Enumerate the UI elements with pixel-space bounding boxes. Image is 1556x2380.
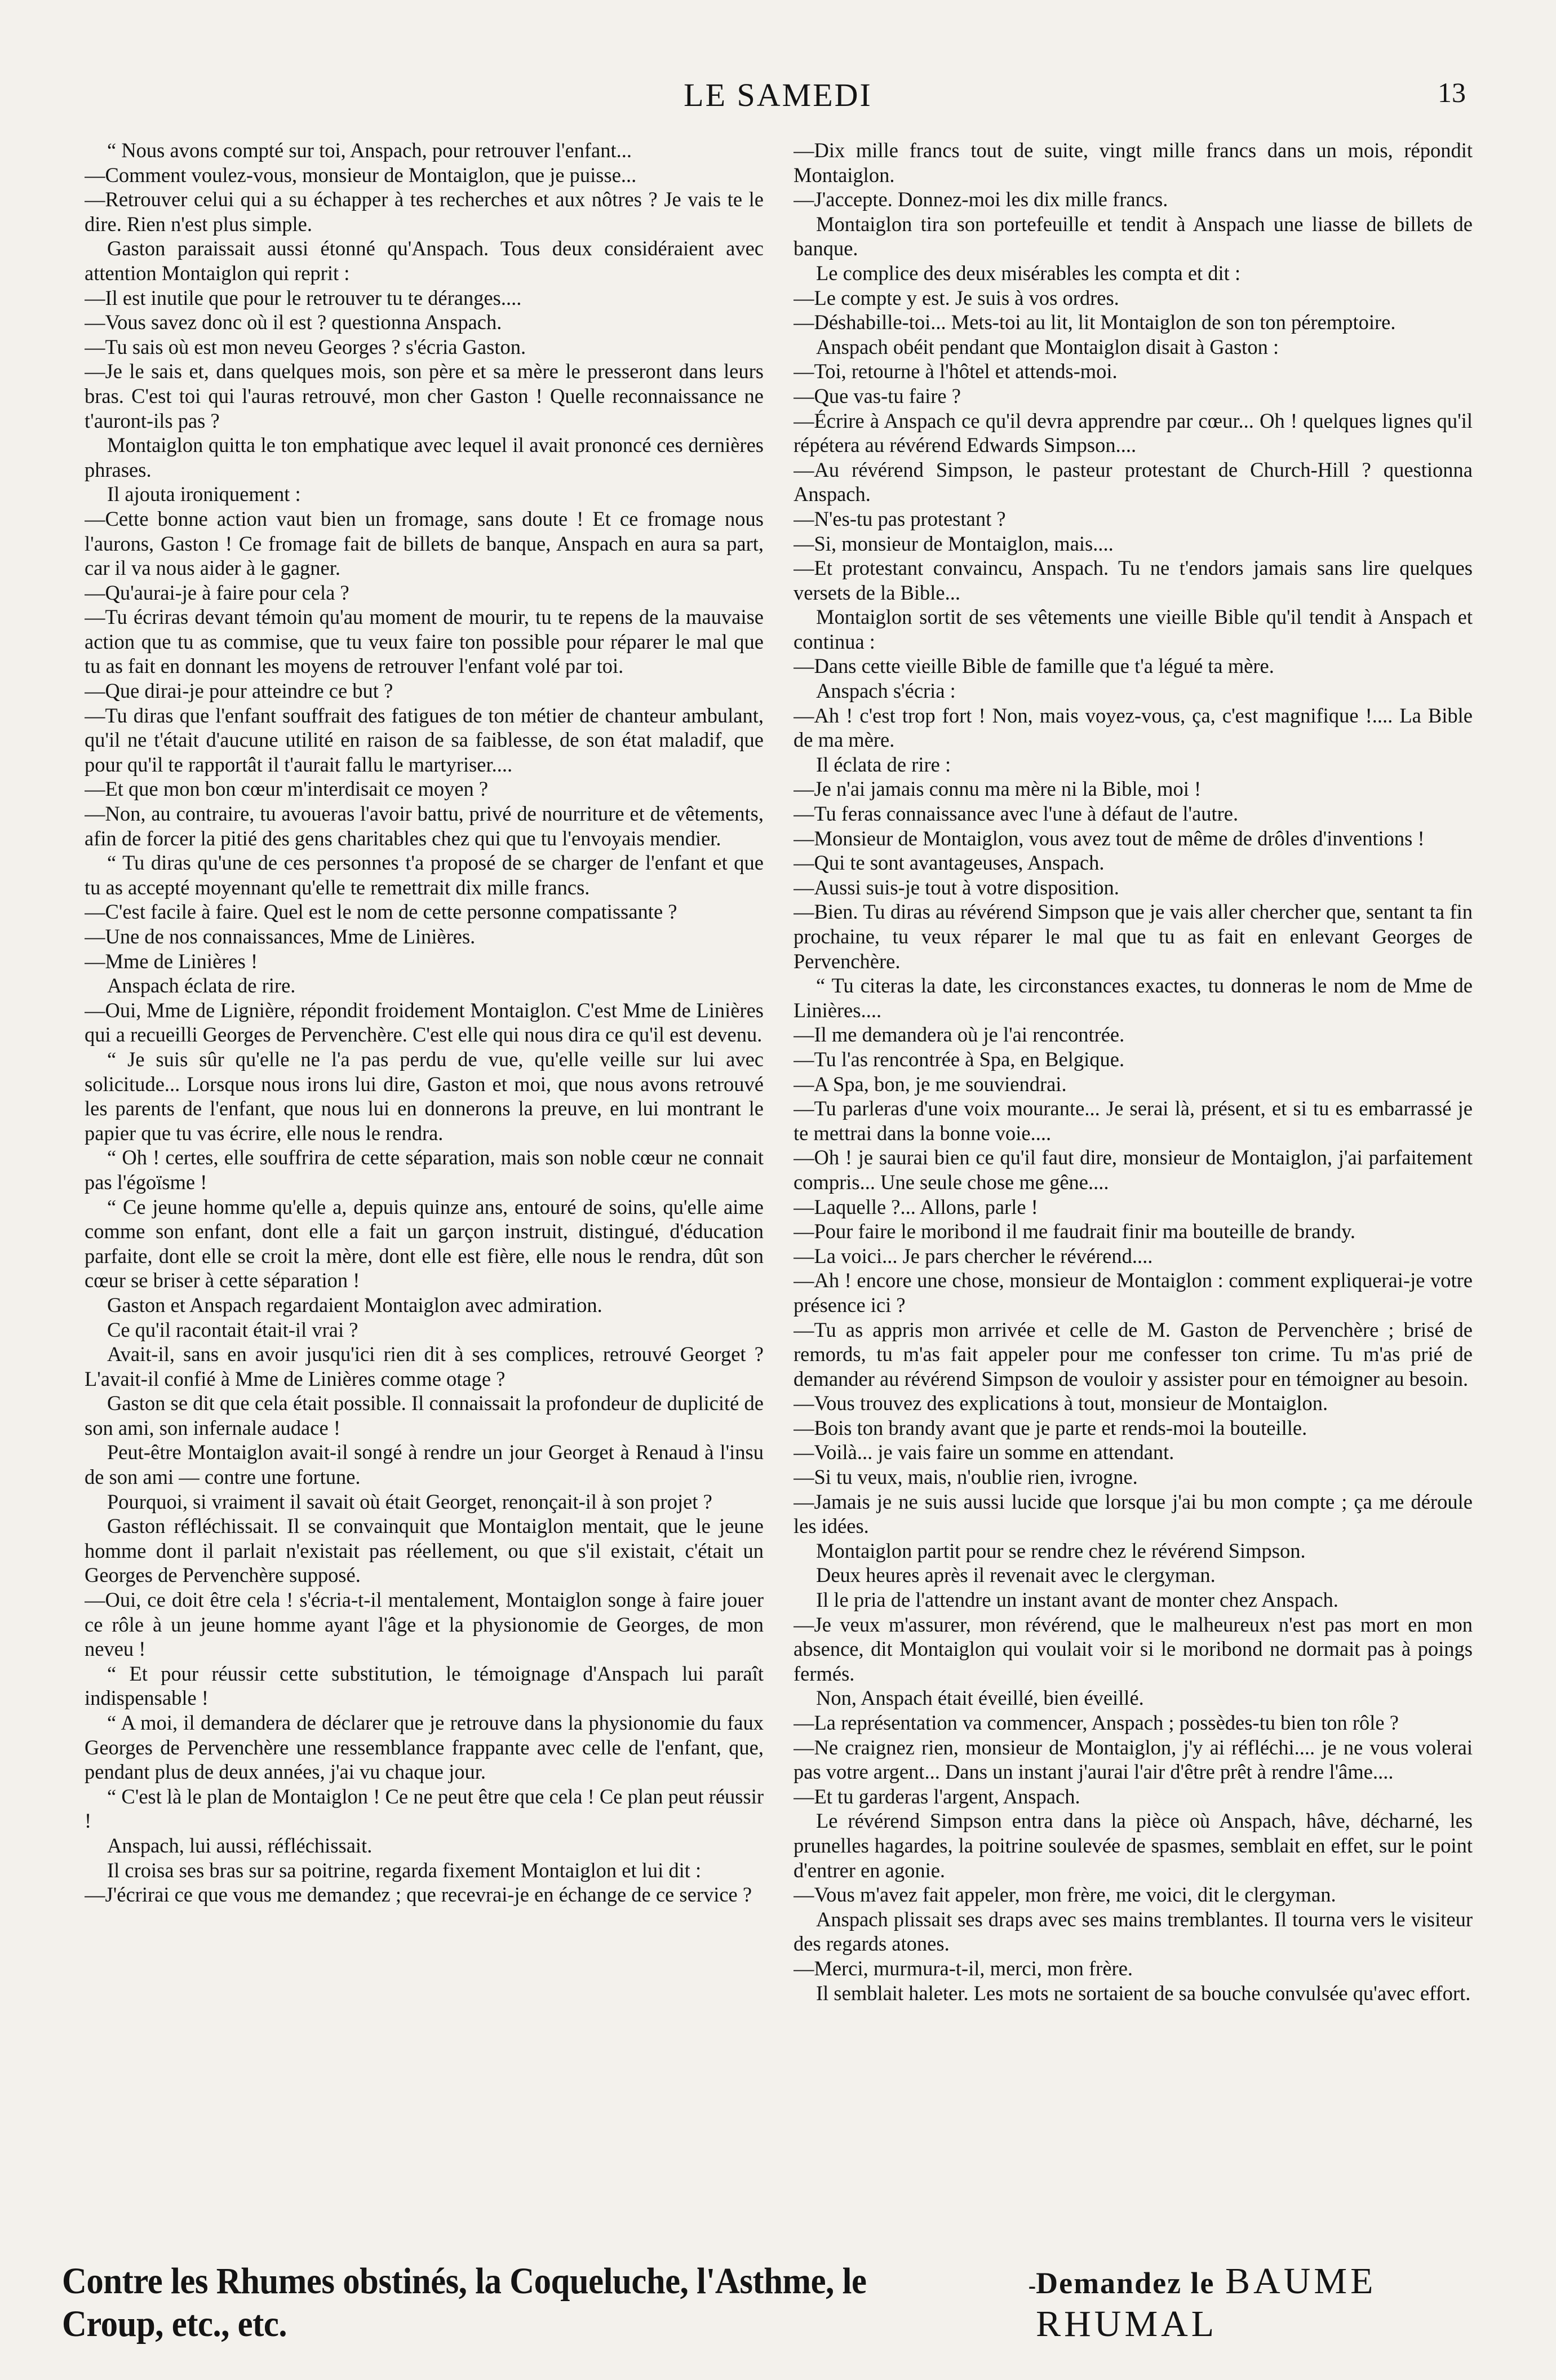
paragraph: Le complice des deux misérables les compta et dit : bbox=[816, 261, 1241, 285]
paragraph: —Tu feras connaissance avec l'une à défaut de l'autre. bbox=[793, 802, 1239, 826]
paragraph: —Si, monsieur de Montaiglon, mais.... bbox=[793, 531, 1114, 555]
paragraph: —Qu'aurai-je à faire pour cela ? bbox=[85, 580, 349, 604]
paragraph: “ Nous avons compté sur toi, Anspach, pour retrouver l'enfant... bbox=[107, 139, 632, 162]
paragraph: Pourquoi, si vraiment il savait où était Georget, renonçait-il à son projet ? bbox=[107, 1490, 712, 1513]
paragraph: Anspach éclata de rire. bbox=[107, 974, 296, 998]
paragraph: Gaston se dit que cela était possible. Il connaissait la profondeur de duplicité de son ami, son infernale audace ! bbox=[85, 1391, 764, 1439]
advert-left-text: Contre les Rhumes obstinés, la Coqueluche, l'Asthme, le Croup, etc., etc. bbox=[62, 2261, 867, 2344]
paragraph: Non, Anspach était éveillé, bien éveillé. bbox=[816, 1686, 1144, 1710]
right-text-column bbox=[793, 138, 1473, 2240]
paragraph: —La représentation va commencer, Anspach ; possèdes-tu bien ton rôle ? bbox=[793, 1711, 1399, 1734]
paragraph: —Une de nos connaissances, Mme de Linières. bbox=[85, 925, 476, 948]
paragraph: —Dans cette vieille Bible de famille que t'a légué ta mère. bbox=[793, 654, 1274, 678]
paragraph: —Tu sais où est mon neveu Georges ? s'écria Gaston. bbox=[85, 335, 526, 358]
paragraph: —Ah ! encore une chose, monsieur de Montaiglon : comment expliquerai-je votre présence ici ? bbox=[793, 1269, 1473, 1317]
paragraph: —Il est inutile que pour le retrouver tu te déranges.... bbox=[85, 286, 522, 309]
paragraph: —N'es-tu pas protestant ? bbox=[793, 507, 1006, 530]
paragraph: —Déshabille-toi... Mets-toi au lit, lit Montaiglon de son ton péremptoire. bbox=[793, 311, 1396, 334]
paragraph: Gaston paraissait aussi étonné qu'Anspach. Tous deux considéraient avec attention Montaiglon qui reprit : bbox=[85, 237, 764, 285]
paragraph: —Tu parleras d'une voix mourante... Je serai là, présent, et si tu es embarrassé je te mettrai dans la bonne voie.... bbox=[793, 1097, 1473, 1145]
paragraph: —Pour faire le moribond il me faudrait finir ma bouteille de brandy. bbox=[793, 1220, 1356, 1243]
paragraph: —Oui, ce doit être cela ! s'écria-t-il mentalement, Montaiglon songe à faire jouer ce rôle à un jeune homme ayant l'âge et la physionomie de Georges, de mon neveu ! bbox=[85, 1588, 764, 1661]
paragraph: Montaiglon quitta le ton emphatique avec lequel il avait prononcé ces dernières phrases. bbox=[85, 433, 764, 481]
paragraph: —Vous savez donc où il est ? questionna Anspach. bbox=[85, 311, 502, 334]
journal-title: LE SAMEDI bbox=[684, 77, 872, 113]
paragraph: Il le pria de l'attendre un instant avant de monter chez Anspach. bbox=[816, 1588, 1338, 1612]
advert-separator: - bbox=[1028, 2273, 1036, 2298]
paragraph: “ Et pour réussir cette substitution, le témoignage d'Anspach lui paraît indispensable ! bbox=[85, 1661, 764, 1710]
advert-right-text bbox=[1036, 2260, 1494, 2346]
paragraph: Gaston réfléchissait. Il se convainquit que Montaiglon mentait, que le jeune homme dont il parlait n'existait pas réellement, ou que s'il existait, c'était un Georges de Pervenchère supposé. bbox=[85, 1514, 764, 1587]
paragraph: —Bien. Tu diras au révérend Simpson que je vais aller chercher que, sentant ta fin prochaine, tu veux réparer le mal que tu as fait en enlevant Georges de Pervenchère. bbox=[793, 900, 1473, 973]
paragraph: Peut-être Montaiglon avait-il songé à rendre un jour Georget à Renaud à l'insu de son ami — contre une fortune. bbox=[85, 1441, 764, 1489]
paragraph: —Jamais je ne suis aussi lucide que lorsque j'ai bu mon compte ; ça me déroule les idées. bbox=[793, 1490, 1473, 1538]
paragraph: —Monsieur de Montaiglon, vous avez tout de même de drôles d'inventions ! bbox=[793, 826, 1425, 850]
paragraph: —Merci, murmura-t-il, merci, mon frère. bbox=[793, 1956, 1133, 1980]
page-number: 13 bbox=[1438, 77, 1466, 108]
paragraph: —Bois ton brandy avant que je parte et rends-moi la bouteille. bbox=[793, 1416, 1307, 1439]
paragraph: —Voilà... je vais faire un somme en attendant. bbox=[793, 1441, 1174, 1464]
advertisement-banner bbox=[62, 2260, 1494, 2344]
paragraph: Il semblait haleter. Les mots ne sortaient de sa bouche convulsée qu'avec effort. bbox=[816, 1981, 1471, 2005]
paragraph: —Oui, Mme de Lignière, répondit froidement Montaiglon. C'est Mme de Linières qui a recueilli Georges de Pervenchère. C'est elle qui nous dira ce qu'il est devenu. bbox=[85, 998, 764, 1047]
paragraph: Anspach obéit pendant que Montaiglon disait à Gaston : bbox=[816, 335, 1279, 358]
paragraph: Anspach s'écria : bbox=[816, 679, 956, 703]
paragraph: “ Je suis sûr qu'elle ne l'a pas perdu de vue, qu'elle veille sur lui avec solicitude... Lorsque nous irons lui dire, Gaston et moi, que nous avons retrouvé les parents de l'enfant, que nous lui en donnerons la preuve, en lui montrant le papier que tu vas écrire, elle nous le rendra. bbox=[85, 1047, 764, 1145]
paragraph: Montaiglon tira son portefeuille et tendit à Anspach une liasse de billets de banque. bbox=[793, 212, 1473, 260]
page-header bbox=[68, 76, 1488, 116]
paragraph: —Le compte y est. Je suis à vos ordres. bbox=[793, 286, 1119, 309]
paragraph: Montaiglon partit pour se rendre chez le révérend Simpson. bbox=[816, 1539, 1306, 1562]
paragraph: “ Tu citeras la date, les circonstances exactes, tu donneras le nom de Mme de Linières.... bbox=[793, 974, 1473, 1022]
paragraph: Deux heures après il revenait avec le clergyman. bbox=[816, 1563, 1216, 1587]
paragraph: —Que vas-tu faire ? bbox=[793, 384, 961, 407]
paragraph: —Ah ! c'est trop fort ! Non, mais voyez-vous, ça, c'est magnifique !.... La Bible de ma mère. bbox=[793, 703, 1473, 752]
paragraph: Montaiglon sortit de ses vêtements une vieille Bible qu'il tendit à Anspach et continua : bbox=[793, 605, 1473, 653]
paragraph: —Je le sais et, dans quelques mois, son père et sa mère le presseront dans leurs bras. C'est toi qui l'auras retrouvé, mon cher Gaston ! Quelle reconnaissance ne t'auront-ils pas ? bbox=[85, 360, 764, 432]
paragraph: Il croisa ses bras sur sa poitrine, regarda fixement Montaiglon et lui dit : bbox=[107, 1858, 702, 1882]
paragraph: —J'écrirai ce que vous me demandez ; que recevrai-je en échange de ce service ? bbox=[85, 1883, 752, 1907]
paragraph: —Laquelle ?... Allons, parle ! bbox=[793, 1195, 1038, 1218]
paragraph: —Tu as appris mon arrivée et celle de M. Gaston de Pervenchère ; brisé de remords, tu m'as fait appeler pour me confesser ton crime. Tu m'as prié de demander au révérend Simpson de vouloir y assister pour en témoigner au besoin. bbox=[793, 1318, 1473, 1390]
paragraph: —Retrouver celui qui a su échapper à tes recherches et aux nôtres ? Je vais te le dire. Rien n'est plus simple. bbox=[85, 188, 764, 236]
paragraph: —Et que mon bon cœur m'interdisait ce moyen ? bbox=[85, 777, 489, 801]
paragraph: —Si tu veux, mais, n'oublie rien, ivrogne. bbox=[793, 1465, 1138, 1489]
paragraph: —Vous trouvez des explications à tout, monsieur de Montaiglon. bbox=[793, 1391, 1328, 1415]
paragraph: —La voici... Je pars chercher le révérend.... bbox=[793, 1244, 1153, 1267]
paragraph: —Tu écriras devant témoin qu'au moment de mourir, tu te repens de la mauvaise action que tu as commise, que tu veux faire ton possible pour réparer le mal que tu as fait en donnant les moyens de retrouver l'enfant volé par toi. bbox=[85, 605, 764, 678]
paragraph: —Non, au contraire, tu avoueras l'avoir battu, privé de nourriture et de vêtements, afin de forcer la pitié des gens charitables chez qui que tu l'envoyais mendier. bbox=[85, 802, 764, 850]
paragraph: —Aussi suis-je tout à votre disposition. bbox=[793, 875, 1119, 899]
paragraph: “ Oh ! certes, elle souffrira de cette séparation, mais son noble cœur ne connait pas l'égoïsme ! bbox=[85, 1146, 764, 1194]
paragraph: —Tu l'as rencontrée à Spa, en Belgique. bbox=[793, 1047, 1125, 1071]
paragraph: —Au révérend Simpson, le pasteur protestant de Church-Hill ? questionna Anspach. bbox=[793, 458, 1473, 506]
paragraph: “ C'est là le plan de Montaiglon ! Ce ne peut être que cela ! Ce plan peut réussir ! bbox=[85, 1784, 764, 1833]
left-text-column bbox=[85, 138, 764, 2240]
paragraph: Le révérend Simpson entra dans la pièce où Anspach, hâve, décharné, les prunelles hagardes, la poitrine soulevée de spasmes, semblait en effet, sur le point d'entrer en agonie. bbox=[793, 1809, 1473, 1882]
advert-brand: BAUME RHUMAL bbox=[1036, 2261, 1377, 2344]
paragraph: Anspach plissait ses draps avec ses mains tremblantes. Il tourna vers le visiteur des regards atones. bbox=[793, 1907, 1473, 1956]
paragraph: —Qui te sont avantageuses, Anspach. bbox=[793, 851, 1105, 875]
paragraph: —Vous m'avez fait appeler, mon frère, me voici, dit le clergyman. bbox=[793, 1883, 1336, 1907]
paragraph: Gaston et Anspach regardaient Montaiglon avec admiration. bbox=[107, 1293, 602, 1317]
paragraph: Avait-il, sans en avoir jusqu'ici rien dit à ses complices, retrouvé Georget ? L'avait-il confié à Mme de Linières comme otage ? bbox=[85, 1342, 764, 1390]
paragraph: Il éclata de rire : bbox=[816, 752, 951, 776]
paragraph: —Je n'ai jamais connu ma mère ni la Bible, moi ! bbox=[793, 777, 1202, 801]
paragraph: Anspach, lui aussi, réfléchissait. bbox=[107, 1833, 373, 1857]
paragraph: Ce qu'il racontait était-il vrai ? bbox=[107, 1318, 358, 1341]
paragraph: —Je veux m'assurer, mon révérend, que le malheureux n'est pas mort en mon absence, dit Montaiglon qui voulait voir si le moribond ne dormait pas à poings fermés. bbox=[793, 1612, 1473, 1685]
paragraph: —Que dirai-je pour atteindre ce but ? bbox=[85, 679, 393, 703]
paragraph: —Dix mille francs tout de suite, vingt mille francs dans un mois, répondit Montaiglon. bbox=[793, 139, 1473, 187]
paragraph: —Cette bonne action vaut bien un fromage, sans doute ! Et ce fromage nous l'aurons, Gaston ! Ce fromage fait de billets de banque, Anspach en aura sa part, car il va nous aider à le gagner. bbox=[85, 507, 764, 580]
paragraph: —Ne craignez rien, monsieur de Montaiglon, j'y ai réfléchi.... je ne vous volerai pas votre argent... Dans un instant j'aurai l'air d'être prêt à rendre l'âme.... bbox=[793, 1735, 1473, 1784]
paragraph: “ Ce jeune homme qu'elle a, depuis quinze ans, entouré de soins, qu'elle aime comme son enfant, dont elle a fait un garçon instruit, distingué, d'éducation parfaite, dont elle se croit la mère, dont elle est fière, elle nous le rendra, dût son cœur se briser à cette séparation ! bbox=[85, 1195, 764, 1292]
paragraph: —Tu diras que l'enfant souffrait des fatigues de ton métier de chanteur ambulant, qu'il ne t'était d'aucune utilité en raison de sa faiblesse, de son état maladif, que pour qu'il te rapportât il t'aurait fallu le martyriser.... bbox=[85, 703, 764, 776]
paragraph: —Et protestant convaincu, Anspach. Tu ne t'endors jamais sans lire quelques versets de la Bible... bbox=[793, 556, 1473, 604]
paragraph: —Toi, retourne à l'hôtel et attends-moi. bbox=[793, 360, 1118, 383]
paragraph: —J'accepte. Donnez-moi les dix mille francs. bbox=[793, 188, 1168, 211]
paragraph: —Oh ! je saurai bien ce qu'il faut dire, monsieur de Montaiglon, j'ai parfaitement compris... Une seule chose me gêne.... bbox=[793, 1146, 1473, 1194]
advert-right-prefix: Demandez le bbox=[1036, 2266, 1215, 2300]
paragraph: —Écrire à Anspach ce qu'il devra apprendre par cœur... Oh ! quelques lignes qu'il répétera au révérend Edwards Simpson.... bbox=[793, 409, 1473, 457]
paragraph: “ Tu diras qu'une de ces personnes t'a proposé de se charger de l'enfant et que tu as accepté moyennant qu'elle te remettrait dix mille francs. bbox=[85, 851, 764, 899]
paragraph: —Il me demandera où je l'ai rencontrée. bbox=[793, 1023, 1125, 1047]
paragraph: “ A moi, il demandera de déclarer que je retrouve dans la physionomie du faux Georges de Pervenchère une ressemblance frappante avec celle de l'enfant, que, pendant plus de deux années, j'ai vu chaque jour. bbox=[85, 1711, 764, 1784]
paragraph: —Mme de Linières ! bbox=[85, 949, 258, 973]
paragraph: —Et tu garderas l'argent, Anspach. bbox=[793, 1784, 1080, 1808]
paragraph: —Comment voulez-vous, monsieur de Montaiglon, que je puisse... bbox=[85, 163, 637, 187]
paragraph: —C'est facile à faire. Quel est le nom de cette personne compatissante ? bbox=[85, 900, 677, 924]
paragraph: —A Spa, bon, je me souviendrai. bbox=[793, 1072, 1067, 1096]
paragraph: Il ajouta ironiquement : bbox=[107, 482, 301, 506]
